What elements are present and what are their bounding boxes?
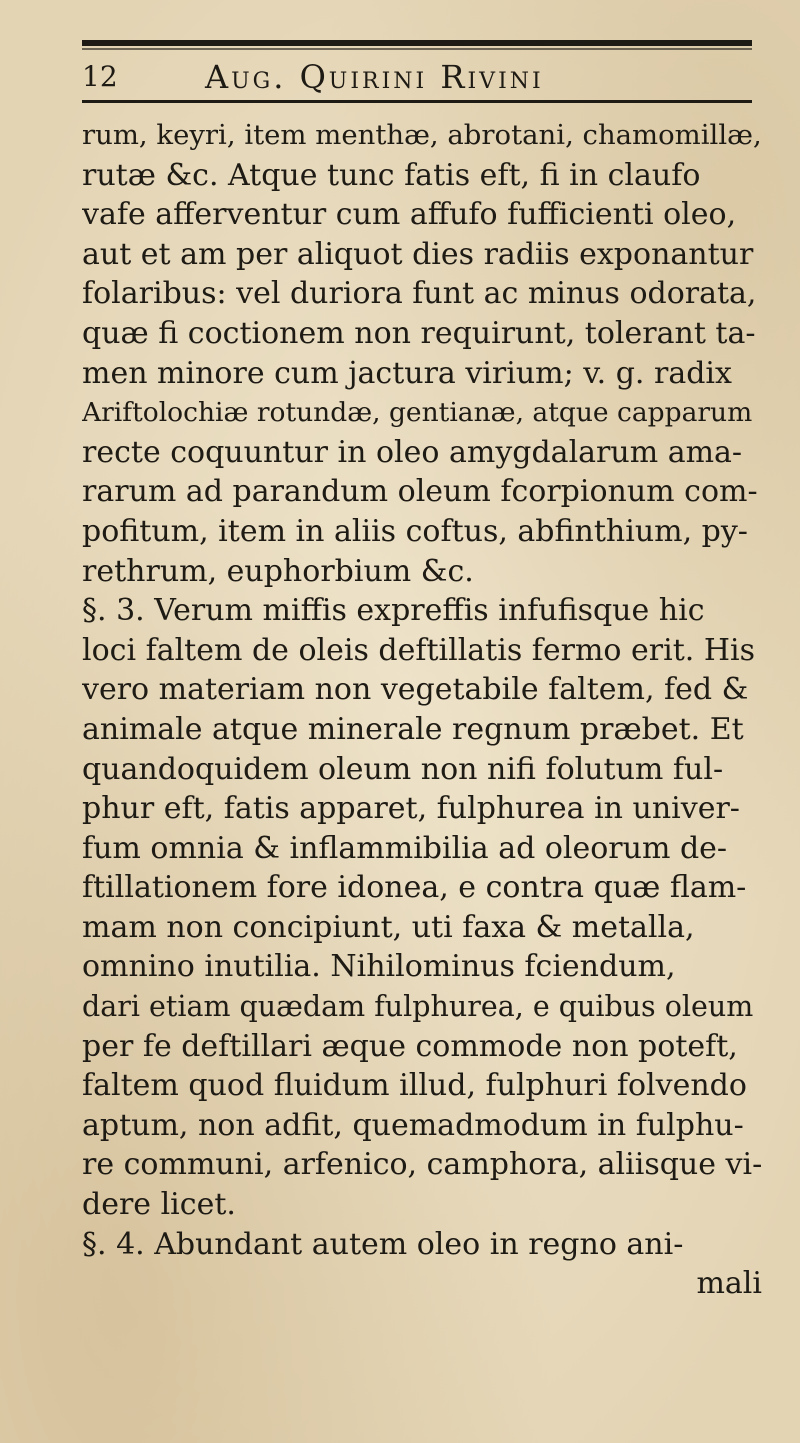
text-line: rethrum, euphorbium &c. xyxy=(82,553,474,589)
text-line: omnino inutilia. Nihilominus fciendum, xyxy=(82,949,676,985)
body-text xyxy=(82,116,762,1304)
text-line: per fe deftillari æque commode non poteft, xyxy=(82,1028,738,1064)
text-line: phur eft, fatis apparet, fulphurea in univer- xyxy=(82,791,740,827)
text-line: aut et am per aliquot dies radiis exponantur xyxy=(82,236,754,272)
text-line: rutæ &c. Atque tunc fatis eft, fi in claufo xyxy=(82,157,701,193)
text-line: animale atque minerale regnum præbet. Et xyxy=(82,711,744,747)
running-head: Aug. Quirini Rivini xyxy=(205,58,544,96)
text-line: recte coquuntur in oleo amygdalarum ama- xyxy=(82,434,743,470)
text-line: pofitum, item in aliis coftus, abfinthium, py- xyxy=(82,513,748,549)
text-line: folaribus: vel duriora funt ac minus odorata, xyxy=(82,276,757,312)
text-line: dari etiam quædam fulphurea, e quibus oleum xyxy=(82,990,754,1024)
text-line: aptum, non adfit, quemadmodum in fulphu- xyxy=(82,1107,744,1143)
text-line: quæ fi coctionem non requirunt, tolerant ta- xyxy=(82,315,756,351)
text-line: faltem quod fluidum illud, fulphuri folvendo xyxy=(82,1068,747,1104)
text-line: rum, keyri, item menthæ, abrotani, chamomillæ, xyxy=(82,119,762,151)
text-line: §. 3. Verum miffis expreffis infufisque hic xyxy=(82,593,705,629)
header-rule-top-thin xyxy=(82,48,752,50)
text-line: ftillationem fore idonea, e contra quæ flam- xyxy=(82,870,747,906)
text-line: mam non concipiunt, uti faxa & metalla, xyxy=(82,909,695,945)
text-line: §. 4. Abundant autem oleo in regno ani- xyxy=(82,1226,684,1262)
text-line: re communi, arfenico, camphora, aliisque vi- xyxy=(82,1147,762,1183)
text-line: fum omnia & inflammibilia ad oleorum de- xyxy=(82,830,728,866)
text-line: loci faltem de oleis deftillatis fermo erit. His xyxy=(82,632,755,668)
text-line: dere licet. xyxy=(82,1187,236,1223)
text-line-last: mali xyxy=(696,1266,762,1302)
text-line: vafe afferventur cum affufo fufficienti oleo, xyxy=(82,197,737,233)
text-line: Ariftolochiæ rotundæ, gentianæ, atque capparum xyxy=(82,397,753,429)
text-line: vero materiam non vegetabile faltem, fed & xyxy=(82,672,749,708)
text-line: men minore cum jactura virium; v. g. radix xyxy=(82,355,732,391)
header-rule-bottom xyxy=(82,100,752,103)
header-rule-top xyxy=(82,40,752,46)
text-line: rarum ad parandum oleum fcorpionum com- xyxy=(82,474,758,510)
text-line: quandoquidem oleum non nifi folutum ful- xyxy=(82,751,724,787)
page-number: 12 xyxy=(82,60,118,93)
